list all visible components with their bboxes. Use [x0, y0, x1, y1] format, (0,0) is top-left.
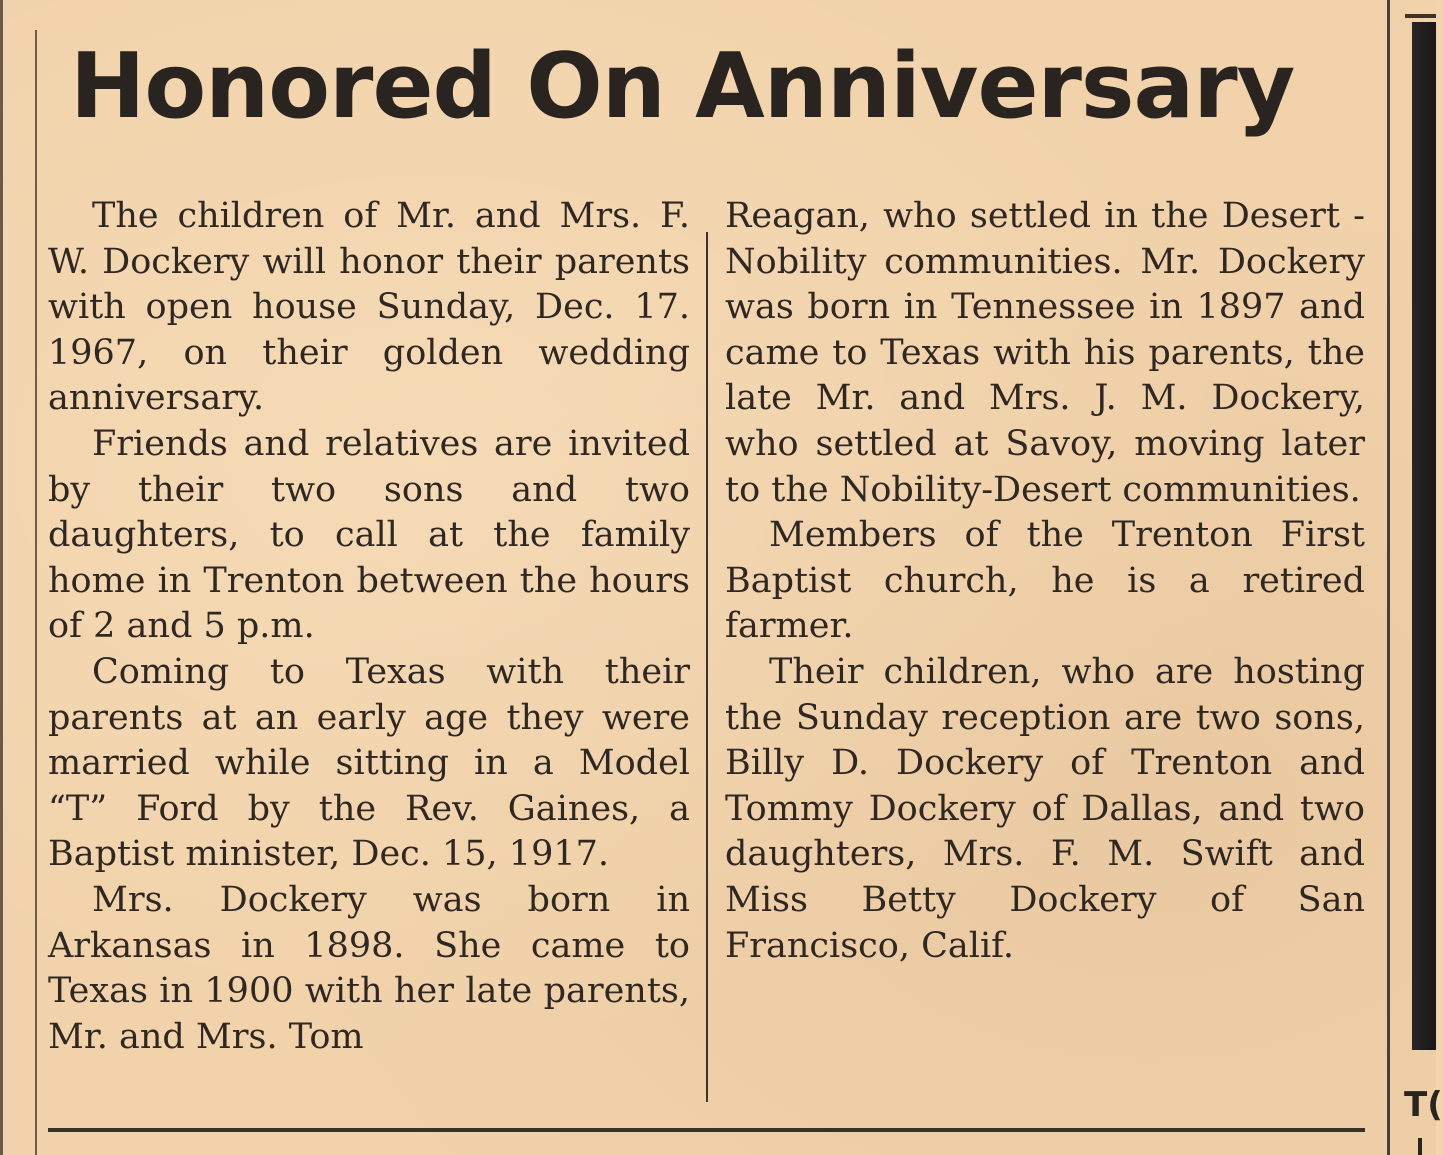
right-column-rule [1387, 0, 1390, 1155]
paragraph-mr-dockery: Reagan, who settled in the Desert - Nobility communities. Mr. Dockery was born in Tennessee in 1897 and came to Texas with his parents, the late Mr. and Mrs. J. M. Dockery, who settled at Savoy, moving later to the Nobility-Desert communities. [725, 196, 1365, 510]
paragraph-marriage: Coming to Texas with their parents at an early age they were married while sitting in a Model “T” Ford by the Rev. Gaines, a Baptist minister, Dec. 15, 1917. [48, 651, 690, 875]
paragraph-mrs-dockery: Mrs. Dockery was born in Arkansas in 1898. She came to Texas in 1900 with her late parents, Mr. and Mrs. Tom [48, 879, 690, 1057]
clipping-left-edge [0, 0, 3, 1155]
bottom-rule [48, 1128, 1365, 1132]
paragraph-church: Members of the Trenton First Baptist church, he is a retired farmer. [725, 515, 1365, 647]
article-column-left [48, 194, 690, 1060]
article-column-right [725, 194, 1365, 969]
paragraph-invitation: Friends and relatives are invited by their two sons and two daughters, to call at the family home in Trenton between the hours of 2 and 5 p.m. [48, 423, 690, 647]
article-headline: Honored On Anniversary [70, 34, 1295, 139]
left-column-rule [35, 30, 37, 1155]
column-divider [706, 232, 708, 1102]
paragraph-children: Their children, who are hosting the Sunday reception are two sons, Billy D. Dockery of Trenton and Tommy Dockery of Dallas, and two daughters, Mrs. F. M. Swift and Miss Betty Dockery of San Francisco, Calif. [725, 651, 1365, 966]
paragraph-open-house: The children of Mr. and Mrs. F. W. Dockery will honor their parents with open house Sunday, Dec. 17. 1967, on their golden wedding anniversary. [48, 196, 690, 419]
adjacent-photo [1412, 22, 1436, 1050]
adjacent-photo-rule [1405, 14, 1436, 18]
adjacent-column-text: T( [1404, 1085, 1443, 1125]
adjacent-column-mark [1418, 1138, 1422, 1155]
